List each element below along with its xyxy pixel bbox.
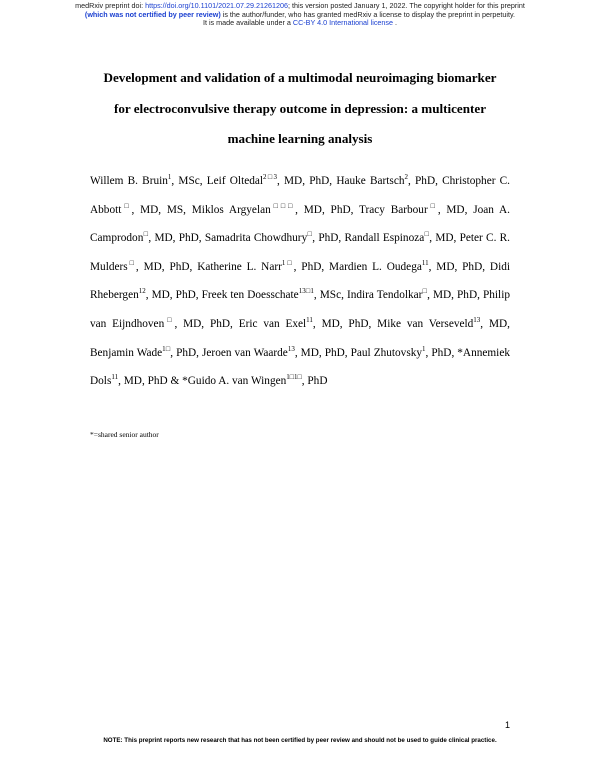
author-degree: , MD, PhD, <box>135 260 198 273</box>
author-name: Eric van Exel <box>238 317 307 330</box>
author-degree: , MSc, <box>313 289 347 302</box>
author-affiliation: □ <box>164 316 175 325</box>
author-entry <box>347 289 483 301</box>
title-line-1: Development and validation of a multimodal neuroimaging biomarker <box>103 70 497 85</box>
author-affiliation: □ <box>427 201 438 210</box>
author-name: Mike van Verseveld <box>377 317 474 330</box>
author-degree: , MD, PhD, <box>174 317 239 330</box>
header-line-2: (which was not certified by peer review) is the author/funder, who has granted medRxiv a license to display the preprint in perpetuity. <box>84 9 516 19</box>
author-affiliation: 13 <box>287 344 295 353</box>
author-degree: , PhD, <box>170 346 203 359</box>
author-list <box>90 167 510 396</box>
author-degree: , MD, MS, <box>131 203 192 216</box>
author-name: Mardien L. Oudega <box>329 260 422 273</box>
author-entry <box>329 261 490 273</box>
shared-author-note: *=shared senior author <box>90 430 159 439</box>
author-degree: , MD, PhD, <box>428 260 490 273</box>
author-entry <box>350 344 458 359</box>
author-affiliation: 13□1 <box>298 287 314 296</box>
author-affiliation: 2□3 <box>263 173 277 182</box>
author-entry <box>90 344 203 359</box>
author-name: Miklos Argyelan <box>191 203 271 216</box>
paper-title <box>70 63 530 155</box>
author-entry <box>205 232 345 244</box>
author-degree: , MD, PhD, <box>312 317 378 330</box>
author-affiliation: □ <box>127 259 136 268</box>
author-affiliation: 1□1□ <box>286 373 302 382</box>
author-degree: , MD, <box>480 317 510 330</box>
author-name: Jeroen van Waarde <box>202 346 288 359</box>
author-degree: , PhD, <box>312 232 345 245</box>
author-entry <box>202 289 347 301</box>
author-name: Benjamin Wade <box>90 346 163 359</box>
author-affiliation: □ <box>121 201 132 210</box>
author-entry <box>197 261 329 273</box>
author-name: Randall Espinoza <box>344 232 425 245</box>
author-name: Freek ten Doesschate <box>201 289 299 302</box>
author-affiliation: 13 <box>473 316 481 325</box>
author-affiliation: 11 <box>111 373 119 382</box>
author-degree: , MD, PhD, <box>148 232 205 245</box>
preprint-header <box>0 2 600 28</box>
author-entry <box>336 175 442 187</box>
author-degree: , PhD, <box>425 346 458 359</box>
author-entry <box>344 232 459 244</box>
author-affiliation: 11 <box>421 259 429 268</box>
author-degree: , MD, PhD, <box>145 289 202 302</box>
author-affiliation: □□□ <box>270 201 296 210</box>
author-affiliation: □ <box>424 230 430 239</box>
author-name: Indira Tendolkar <box>346 289 423 302</box>
author-degree: , MD, PhD, <box>427 289 483 302</box>
author-degree: , MD, PhD, <box>295 203 359 216</box>
author-affiliation: 12 <box>138 287 146 296</box>
author-name: Christopher C. Abbott <box>90 175 511 216</box>
author-degree: , MD, <box>437 203 474 216</box>
author-entry <box>90 175 207 187</box>
author-affiliation: 1 <box>167 173 172 182</box>
author-name: Joan A. Camprodon <box>90 203 511 245</box>
author-entry <box>377 318 510 330</box>
author-degree: , PhD <box>301 375 328 388</box>
author-name: Didi Rhebergen <box>90 260 510 302</box>
author-degree: , PhD, <box>293 260 330 273</box>
author-name: Hauke Bartsch <box>336 175 405 187</box>
author-degree: , MD, PhD, <box>294 346 351 359</box>
author-affiliation: 11 <box>306 316 313 325</box>
author-affiliation: 2 <box>404 173 408 182</box>
author-degree: , MD, PhD & <box>118 375 183 388</box>
preprint-footer-note: NOTE: This preprint reports new research that has not been certified by peer review and should not be used to guide clinical practice. <box>103 737 497 744</box>
author-name: Willem B. Bruin <box>90 175 168 187</box>
author-name: *Guido A. van Wingen <box>182 375 287 388</box>
author-entry <box>207 175 337 187</box>
author-entry <box>202 344 351 359</box>
header-line-1: medRxiv preprint doi: https://doi.org/10.1101/2021.07.29.21261206; this version posted January 1, 2022. The copyright holder for this preprint <box>75 1 525 10</box>
doi-link[interactable]: https://doi.org/10.1101/2021.07.29.21261206 <box>145 1 289 10</box>
author-name: Leif Oltedal <box>206 175 264 187</box>
author-affiliation: 1□ <box>162 344 171 353</box>
author-degree: , MD, PhD, <box>276 175 337 187</box>
author-degree: , MD, <box>429 232 460 245</box>
title-line-2: for electroconvulsive therapy outcome in depression: a multicenter <box>113 100 487 116</box>
author-affiliation: □ <box>143 230 149 239</box>
author-affiliation: 1□ <box>281 259 294 268</box>
author-affiliation: □ <box>307 230 313 239</box>
author-name: Peter C. R. Mulders <box>90 232 510 273</box>
author-entry <box>239 318 377 330</box>
author-affiliation: 1 <box>422 344 426 353</box>
author-name: *Annemiek Dols <box>90 346 510 388</box>
author-name: Tracy Barbour <box>359 203 428 216</box>
author-affiliation: □ <box>422 287 428 296</box>
author-name: Samadrita Chowdhury <box>204 232 308 245</box>
header-line-3: It is made available under a CC-BY 4.0 International license . <box>202 18 398 28</box>
author-degree: , MSc, <box>171 175 207 187</box>
author-name: Paul Zhutovsky <box>350 346 423 359</box>
license-link[interactable]: CC-BY 4.0 International license <box>292 18 394 28</box>
page-number: 1 <box>505 720 511 730</box>
author-name: Philip van Eijndhoven <box>90 289 510 330</box>
author-name: Katherine L. Narr <box>197 260 282 273</box>
author-degree: , PhD, <box>408 175 443 187</box>
author-entry <box>182 375 327 387</box>
title-line-3: machine learning analysis <box>227 131 373 146</box>
author-entry <box>359 201 474 216</box>
author-entry <box>191 201 359 216</box>
